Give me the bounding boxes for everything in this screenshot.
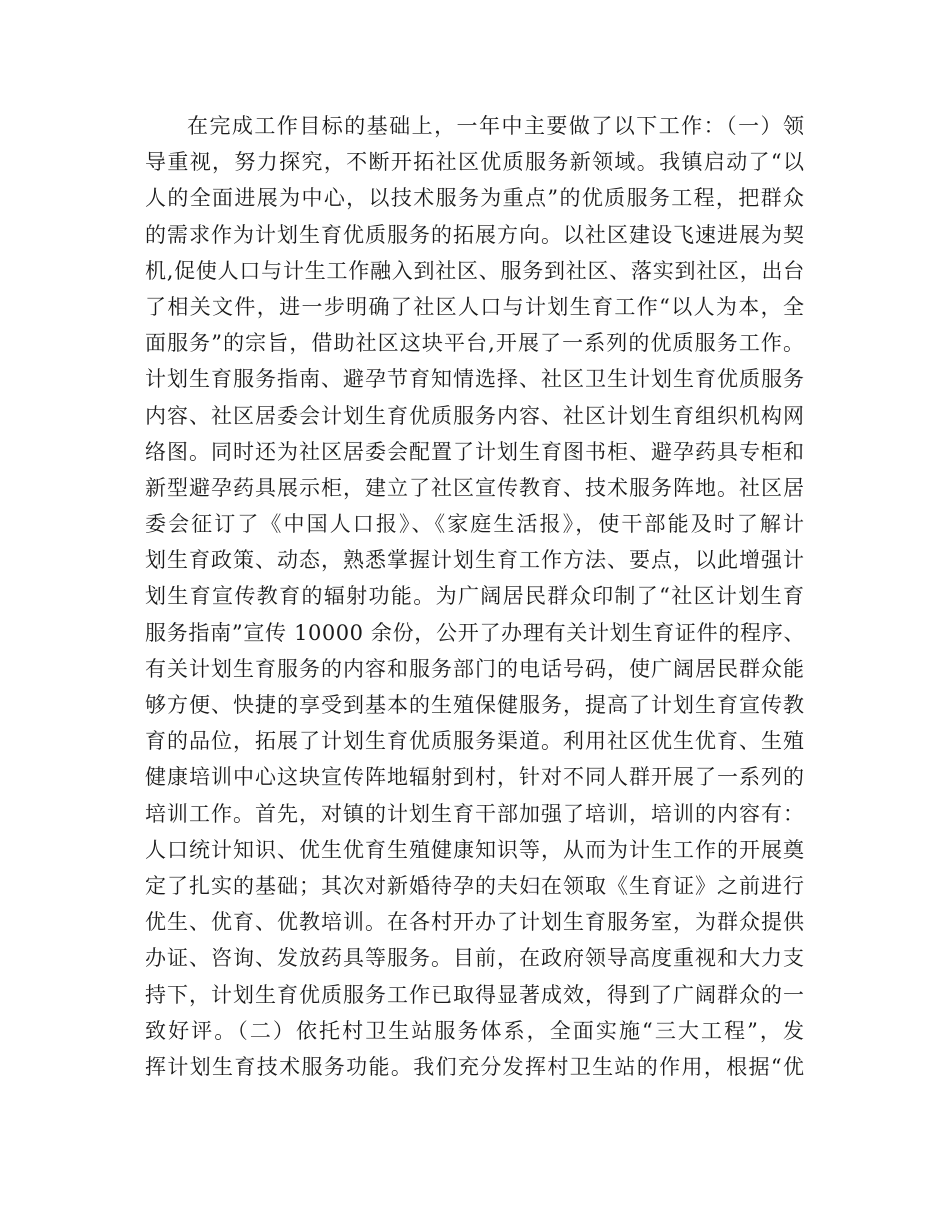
text-line: 够方便、快捷的享受到基本的生殖保健服务，提高了计划生育宣传教 — [145, 693, 805, 717]
text-line: 培训工作。首先，对镇的计划生育干部加强了培训，培训的内容有： — [145, 801, 805, 826]
text-line: 挥计划生育技术服务功能。我们充分发挥村卫生站的作用，根据“优 — [145, 1054, 805, 1079]
text-line: 优生、优育、优教培训。在各村开办了计划生育服务室，为群众提供 — [145, 910, 805, 935]
text-line: 了相关文件，进一步明确了社区人口与计划生育工作“以人为本，全 — [145, 294, 805, 319]
text-line: 划生育宣传教育的辐射功能。为广阔居民群众印制了“社区计划生育 — [145, 584, 805, 609]
text-line: 育的品位，拓展了计划生育优质服务渠道。利用社区优生优育、生殖 — [145, 729, 805, 754]
text-line: 健康培训中心这块宣传阵地辐射到村，针对不同人群开展了一系列的 — [145, 765, 805, 790]
text-line: 内容、社区居委会计划生育优质服务内容、社区计划生育组织机构网 — [145, 403, 805, 428]
text-line: 人口统计知识、优生优育生殖健康知识等，从而为计生工作的开展奠 — [145, 837, 805, 862]
text-line: 办证、咨询、发放药具等服务。目前，在政府领导高度重视和大力支 — [145, 946, 805, 971]
text-line: 有关计划生育服务的内容和服务部门的电话号码，使广阔居民群众能 — [145, 656, 805, 681]
text-line: 划生育政策、动态，熟悉掌握计划生育工作方法、要点，以此增强计 — [145, 548, 805, 573]
body-paragraph — [145, 108, 805, 1085]
text-line: 导重视，努力探究，不断开拓社区优质服务新领域。我镇启动了“以 — [145, 150, 805, 175]
text-line: 服务指南”宣传 10000 余份，公开了办理有关计划生育证件的程序、 — [145, 620, 805, 645]
text-line: 致好评。（二）依托村卫生站服务体系，全面实施“三大工程”，发 — [145, 1018, 805, 1043]
text-line: 在完成工作目标的基础上，一年中主要做了以下工作：（一）领 — [187, 114, 805, 138]
text-line: 机,促使人口与计生工作融入到社区、服务到社区、落实到社区，出台 — [145, 258, 805, 283]
text-line: 面服务”的宗旨，借助社区这块平台,开展了一系列的优质服务工作。 — [145, 331, 805, 356]
text-line: 人的全面进展为中心，以技术服务为重点”的优质服务工程，把群众 — [145, 186, 805, 211]
text-line: 持下，计划生育优质服务工作已取得显著成效，得到了广阔群众的一 — [145, 982, 805, 1007]
text-line: 络图。同时还为社区居委会配置了计划生育图书柜、避孕药具专柜和 — [145, 439, 805, 464]
text-line: 新型避孕药具展示柜，建立了社区宣传教育、技术服务阵地。社区居 — [145, 475, 805, 500]
text-line: 定了扎实的基础；其次对新婚待孕的夫妇在领取《生育证》之前进行 — [145, 873, 805, 898]
text-line: 的需求作为计划生育优质服务的拓展方向。以社区建设飞速进展为契 — [145, 222, 805, 247]
text-line: 计划生育服务指南、避孕节育知情选择、社区卫生计划生育优质服务 — [145, 367, 805, 392]
text-line: 委会征订了《中国人口报》、《家庭生活报》，使干部能及时了解计 — [145, 512, 805, 537]
